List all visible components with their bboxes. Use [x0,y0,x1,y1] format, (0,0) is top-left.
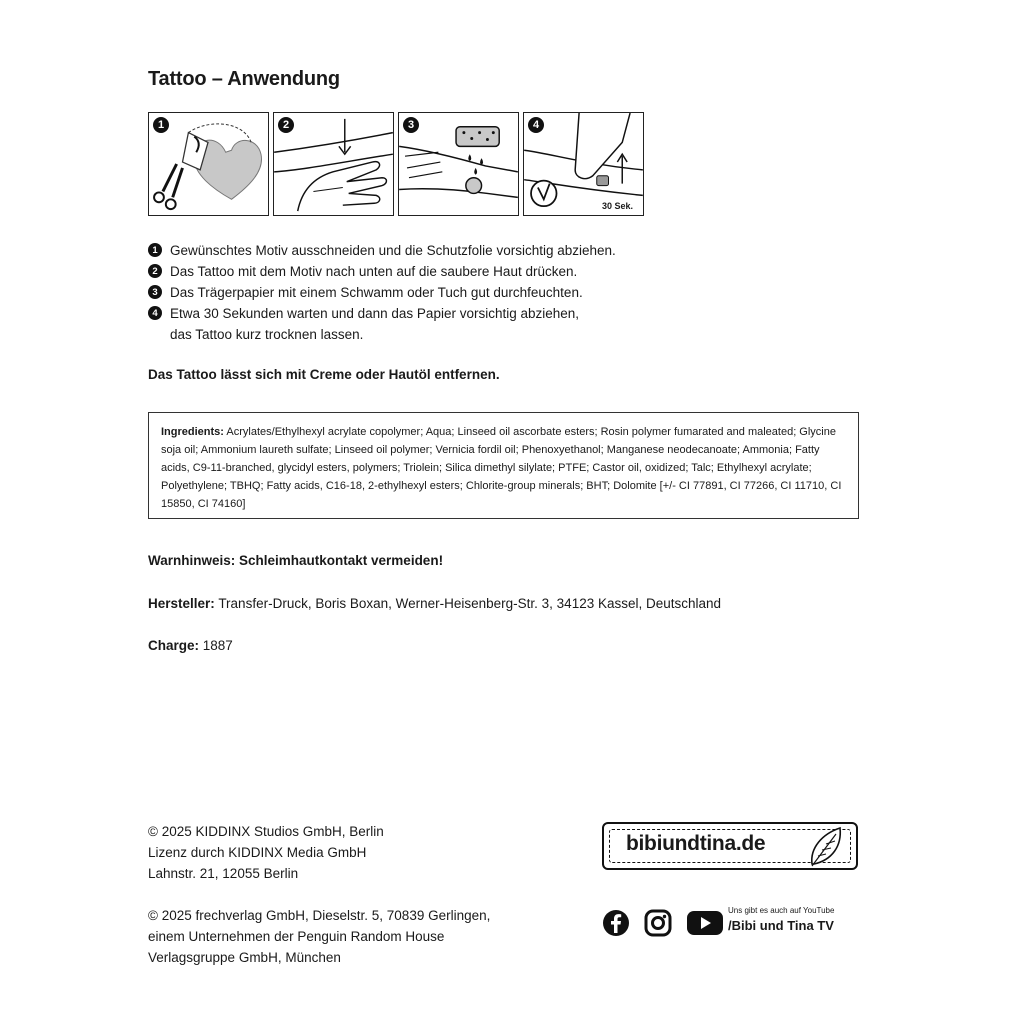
list-item [148,240,668,261]
charge-value: 1887 [202,638,233,653]
warning-note: Warnhinweis: Schleimhautkontakt vermeiden! [148,553,444,568]
step-number-badge: 3 [403,117,419,133]
step-panel-2 [273,112,394,216]
step-panel-3 [398,112,519,216]
step-number-badge: 4 [148,306,162,320]
instagram-icon[interactable] [644,909,672,937]
copyright-line: Lahnstr. 21, 12055 Berlin [148,866,299,881]
step-panel-4 [523,112,644,216]
instruction-text: Gewünschtes Motiv ausschneiden und die Schutzfolie vorsichtig abziehen. [170,243,616,258]
copyright-line: © 2025 frechverlag GmbH, Dieselstr. 5, 70839 Gerlingen, [148,908,491,923]
manufacturer-value: Transfer-Druck, Boris Boxan, Werner-Heisenberg-Str. 3, 34123 Kassel, Deutschland [218,596,722,611]
step-number-badge: 2 [148,264,162,278]
youtube-icon[interactable] [686,909,724,937]
step-number-badge: 1 [148,243,162,257]
page-title: Tattoo – Anwendung [148,68,340,90]
copyright-line: Lizenz durch KIDDINX Media GmbH [148,845,367,860]
website-logo[interactable] [602,822,858,870]
charge-line [148,638,233,653]
step-panel-1 [148,112,269,216]
instruction-text: Das Trägerpapier mit einem Schwamm oder Tuch gut durchfeuchten. [170,285,583,300]
manufacturer-line [148,596,721,611]
facebook-icon[interactable] [602,909,630,937]
ingredients-label: Ingredients: [161,426,224,438]
copyright-kiddinx [148,821,384,884]
timer-label: 30 Sek. [601,201,633,211]
instruction-text-continued: das Tattoo kurz trocknen lassen. [170,327,364,342]
instruction-text: Das Tattoo mit dem Motiv nach unten auf die saubere Haut drücken. [170,264,578,279]
step-number-badge: 4 [528,117,544,133]
step-number-badge: 3 [148,285,162,299]
step-number-badge: 2 [278,117,294,133]
charge-label: Charge: [148,638,200,653]
logo-text: bibiundtina.de [626,832,766,855]
ingredients-box [148,412,859,519]
list-item [148,282,668,303]
list-item [148,303,668,324]
instruction-list [148,240,668,345]
list-item [148,261,668,282]
removal-note: Das Tattoo lässt sich mit Creme oder Hautöl entfernen. [148,367,500,382]
leaf-icon [806,824,846,870]
instruction-text: Etwa 30 Sekunden warten und dann das Papier vorsichtig abziehen, [170,306,580,321]
step-number-badge: 1 [153,117,169,133]
manufacturer-label: Hersteller: [148,596,215,611]
instruction-illustrations [148,112,644,218]
copyright-frechverlag [148,905,490,968]
copyright-line: © 2025 KIDDINX Studios GmbH, Berlin [148,824,384,839]
copyright-line: einem Unternehmen der Penguin Random House [148,929,445,944]
youtube-note: Uns gibt es auch auf YouTube [728,906,835,915]
youtube-channel-link[interactable]: /Bibi und Tina TV [728,918,834,933]
copyright-line: Verlagsgruppe GmbH, München [148,950,341,965]
social-media-row [602,906,860,940]
ingredients-text: Acrylates/Ethylhexyl acrylate copolymer; Aqua; Linseed oil ascorbate esters; Rosin polymer fumarated and maleated; Glycine soja oil; Ammonium laureth sulfate; Linseed oil polymer; Vernicia fordil oil; Phenoxyethanol; Manganese neodecanoate; Ammonia; Fatty acids, C9-11-branched, glycidyl esters, polymers; Triolein; Silica dimethyl silylate; PTFE; Castor oil, oxidized; Talc; Ethylhexyl acrylate; Polyethylene; TBHQ; Fatty acids, C16-18, 2-ethylhexyl esters; Chlorite-group minerals; BHT; Dolomite [+/- CI 77891, CI 77266, CI 11710, CI 15850, CI 74160] [161,426,842,510]
